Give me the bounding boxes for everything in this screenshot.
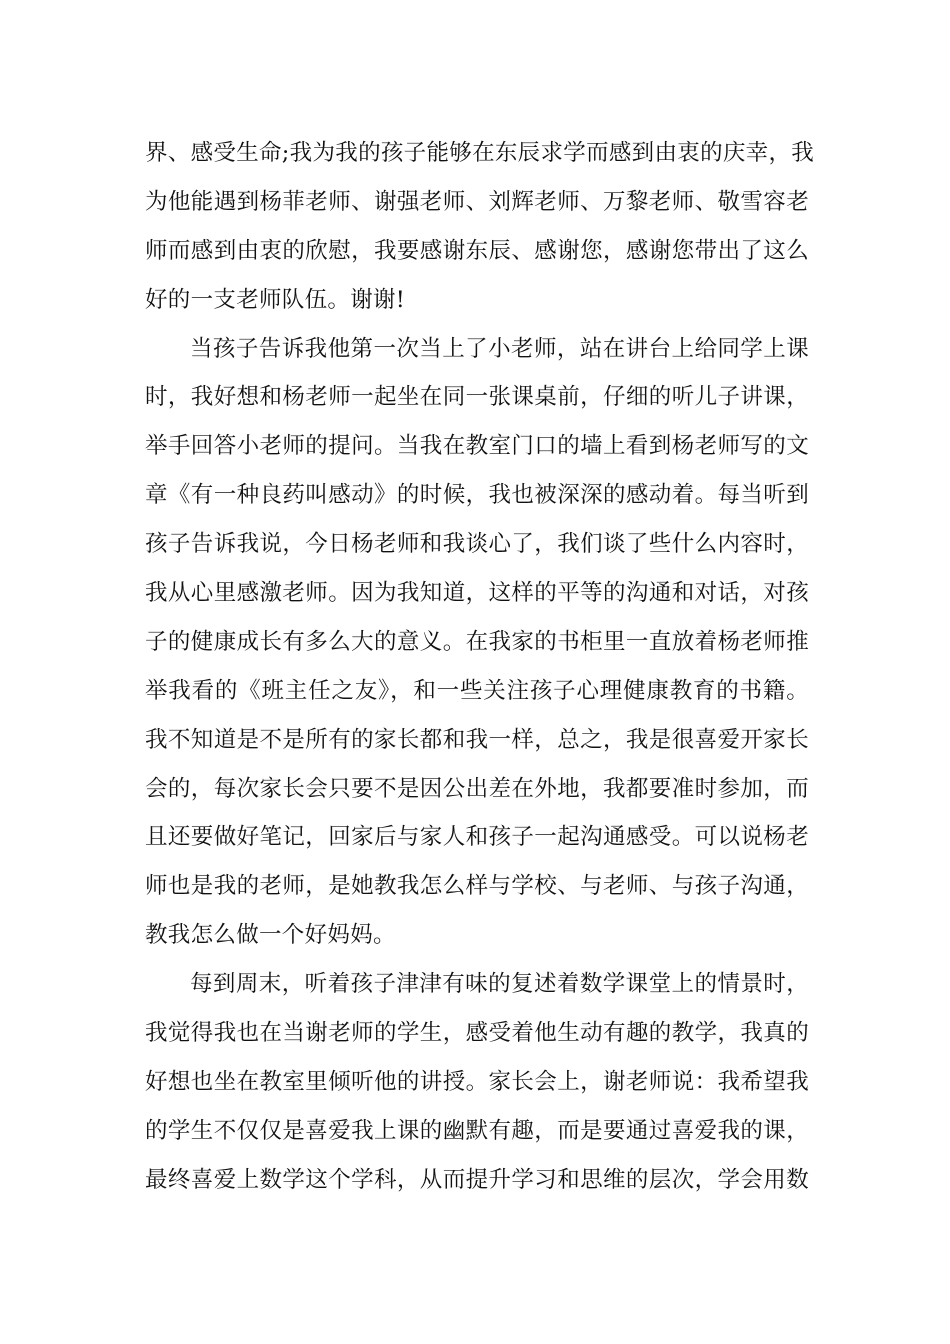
paragraph-start-line: 当孩子告诉我他第一次当上了小老师，站在讲台上给同学上课 [190, 335, 809, 362]
text-line: 举手回答小老师的提问。当我在教室门口的墙上看到杨老师写的文 [145, 433, 809, 460]
text-line: 教我怎么做一个好妈妈。 [145, 922, 396, 949]
text-line: 师也是我的老师，是她教我怎么样与学校、与老师、与孩子沟通， [145, 873, 809, 900]
text-line: 界、感受生命;我为我的孩子能够在东辰求学而感到由衷的庆幸，我 [145, 140, 815, 166]
text-line: 孩子告诉我说，今日杨老师和我谈心了，我们谈了些什么内容时， [145, 531, 809, 558]
text-line: 我不知道是不是所有的家长都和我一样，总之，我是很喜爱开家长 [145, 726, 809, 753]
text-line: 我觉得我也在当谢老师的学生，感受着他生动有趣的教学，我真的 [145, 1020, 809, 1047]
text-line: 最终喜爱上数学这个学科，从而提升学习和思维的层次，学会用数 [145, 1166, 809, 1193]
text-line: 为他能遇到杨菲老师、谢强老师、刘辉老师、万黎老师、敬雪容老 [145, 188, 809, 215]
text-line: 我从心里感激老师。因为我知道，这样的平等的沟通和对话，对孩 [145, 580, 809, 607]
text-line: 举我看的《班主任之友》，和一些关注孩子心理健康教育的书籍。 [145, 677, 809, 704]
text-line: 会的，每次家长会只要不是因公出差在外地，我都要准时参加，而 [145, 775, 809, 802]
text-line: 章《有一种良药叫感动》的时候，我也被深深的感动着。每当听到 [145, 482, 809, 509]
text-line: 好想也坐在教室里倾听他的讲授。家长会上，谢老师说：我希望我 [145, 1068, 809, 1095]
body-text [145, 133, 815, 1209]
paragraph-start-line: 每到周末，听着孩子津津有味的复述着数学课堂上的情景时， [190, 971, 809, 998]
text-line: 时，我好想和杨老师一起坐在同一张课桌前，仔细的听儿子讲课， [145, 384, 809, 411]
text-line: 好的一支老师队伍。谢谢! [145, 286, 406, 313]
text-line: 子的健康成长有多么大的意义。在我家的书柜里一直放着杨老师推 [145, 628, 809, 655]
text-line: 的学生不仅仅是喜爱我上课的幽默有趣，而是要通过喜爱我的课， [145, 1117, 809, 1144]
text-line: 且还要做好笔记，回家后与家人和孩子一起沟通感受。可以说杨老 [145, 824, 809, 851]
text-line: 师而感到由衷的欣慰，我要感谢东辰、感谢您，感谢您带出了这么 [145, 237, 809, 264]
